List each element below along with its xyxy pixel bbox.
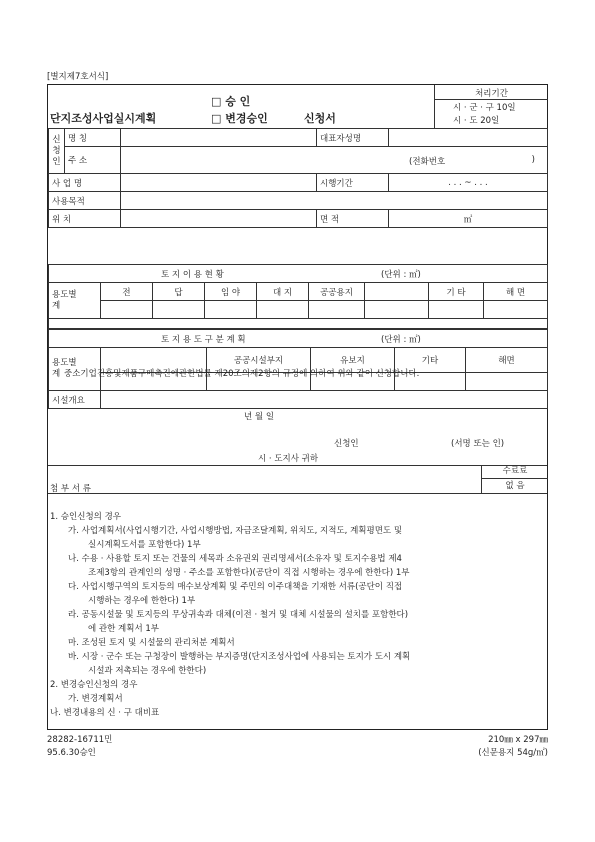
land-use-col-2: 임 야	[205, 283, 257, 301]
fee-value: 없 음	[505, 481, 525, 491]
form-title-suffix: 신청서	[304, 112, 336, 125]
land-use-col-0: 전	[101, 283, 153, 301]
attachment-line: 나. 변경내용의 신 · 구 대비표	[50, 708, 160, 718]
fee-label: 수료료	[482, 465, 548, 479]
land-plan-col-1: 공공시설부지	[207, 348, 311, 373]
attachments-label: 첨 부 서 류	[50, 484, 91, 494]
attachment-line: 가. 사업계획서(사업시행기간, 사업시행방법, 자금조달계획, 위치도, 지적도, 계획평면도 및	[68, 526, 403, 536]
divider	[48, 493, 547, 494]
spacer-row	[49, 319, 548, 329]
location-label: 위 치	[49, 210, 121, 228]
land-use-value[interactable]	[309, 301, 365, 319]
footer-paper-type: (신문용지 54g/㎡)	[478, 748, 548, 758]
attachment-line: 마. 조성된 토지 및 시설물의 관리처분 계획서	[68, 638, 235, 648]
addressee: 시 · 도지사 귀하	[258, 454, 319, 464]
land-use-title-row	[49, 265, 548, 283]
date-line[interactable]: 년 월 일	[244, 412, 275, 422]
attachment-line: 1. 승인신청의 경우	[50, 512, 121, 522]
attachment-line: 시행하는 경우에 한한다) 1부	[88, 596, 196, 606]
land-plan-row-header: 용도별 계	[49, 348, 101, 391]
land-plan-col-2: 유보지	[311, 348, 395, 373]
attachment-line: 바. 시장 · 군수 또는 구청장이 발행하는 부지증명(단지조성사업에 사용되는 토지가 도시 계획	[68, 652, 411, 662]
attachments-list	[50, 510, 544, 720]
applicant-sign-label: 신청인	[334, 439, 359, 449]
period-field[interactable]: . . . ~ . . .	[389, 174, 548, 192]
form-number-label: [별지제7호서식]	[47, 72, 109, 82]
land-use-col-1: 답	[153, 283, 205, 301]
phone-close: )	[531, 155, 535, 165]
purpose-label: 사용목적	[49, 192, 121, 210]
applicant-table	[48, 128, 548, 228]
area-label: 면 적	[317, 210, 389, 228]
purpose-field[interactable]	[121, 192, 548, 210]
land-use-value[interactable]	[484, 301, 548, 319]
land-use-col-5	[365, 283, 429, 301]
processing-period-box	[434, 85, 548, 129]
footer-paper-size: 210㎜ x 297㎜	[488, 735, 548, 745]
attachment-line: 다. 사업시행구역의 토지등의 매수보상계획 및 주민의 이주대책을 기재한 서류(공단이 직접	[68, 582, 403, 592]
land-use-value[interactable]	[205, 301, 257, 319]
land-use-value[interactable]	[365, 301, 429, 319]
declaration-text: 중소기업진흥및제품구매촉진에관한법률 제20조의제2항의 규정에 의하여 위와 같이 신청합니다.	[64, 369, 420, 379]
land-use-table	[48, 264, 548, 329]
representative-label: 대표자성명	[317, 129, 389, 147]
attachment-line: 라. 공동시설물 및 토지등의 무상귀속과 대체(이전 · 철거 및 대체 시설물의 설치를 포함한다)	[68, 610, 409, 620]
land-use-col-3: 대 지	[257, 283, 309, 301]
land-use-value[interactable]	[429, 301, 484, 319]
land-use-value[interactable]	[101, 301, 153, 319]
land-use-col-7: 해 면	[484, 283, 548, 301]
land-use-value[interactable]	[257, 301, 309, 319]
application-form	[47, 84, 548, 730]
name-field[interactable]	[121, 129, 317, 147]
land-use-col-4: 공공용지	[309, 283, 365, 301]
approval-checkbox-label[interactable]: □ 승 인	[211, 95, 251, 108]
location-field[interactable]	[121, 210, 317, 228]
period-label: 시행기간	[317, 174, 389, 192]
address-field[interactable]	[121, 147, 548, 174]
land-plan-col-4: 해면	[466, 348, 548, 373]
representative-field[interactable]	[389, 129, 548, 147]
attachment-line: 실시계획도서를 포함한다) 1부	[88, 540, 201, 550]
land-use-col-6: 기 타	[429, 283, 484, 301]
fee-box	[481, 465, 548, 493]
land-use-value[interactable]	[153, 301, 205, 319]
name-label: 명 칭	[65, 129, 121, 147]
attachment-line: 나. 수용 · 사용할 토지 또는 건물의 세목과 소유권외 권리명세서(소유자 및 토지수용법 제4	[68, 554, 402, 564]
attachment-line: 시설과 저촉되는 경우에 한한다)	[88, 666, 207, 676]
footer-approval-date: 95.6.30승인	[47, 748, 96, 758]
facility-label: 시설개요	[49, 391, 101, 409]
processing-period-province: 시 · 도 20일	[453, 116, 500, 126]
processing-period-city: 시 · 군 · 구 10일	[453, 103, 516, 113]
phone-label: (전화번호	[409, 157, 446, 167]
attachment-line: 2. 변경승인신청의 경우	[50, 680, 138, 690]
land-plan-unit: (단위 : ㎡)	[381, 335, 421, 345]
land-plan-col-3: 기타	[395, 348, 466, 373]
area-field[interactable]	[389, 210, 548, 228]
land-plan-title-row	[49, 330, 548, 348]
facility-field[interactable]	[101, 391, 548, 409]
land-use-row-header: 용도별 계	[49, 283, 101, 319]
attachment-line: 가. 변경계획서	[68, 694, 123, 704]
form-title: 단지조성사업실시계획	[50, 112, 157, 125]
applicant-group-label: 신 청 인	[49, 129, 65, 174]
change-approval-checkbox-label[interactable]: □ 변경승인	[211, 112, 268, 125]
footer-form-code: 28282-16711민	[47, 735, 113, 745]
address-label: 주 소	[65, 147, 121, 174]
processing-period-label: 처리기간	[435, 87, 548, 100]
attachment-line: 에 관한 계획서 1부	[88, 624, 159, 634]
sign-note: (서명 또는 인)	[451, 439, 505, 449]
title-block	[48, 85, 434, 129]
attachment-line: 조제3항의 관계인의 성명 · 주소를 포함한다)(공단이 직접 시행하는 경우에 한한다) 1부	[88, 568, 410, 578]
land-use-unit: (단위 : ㎡)	[381, 270, 421, 280]
land-use-title: 토 지 이 용 현 황	[161, 270, 224, 280]
land-plan-title: 토 지 용 도 구 분 계 획	[161, 335, 246, 345]
area-unit: ㎡	[463, 214, 473, 225]
project-name-label: 사 업 명	[49, 174, 121, 192]
divider	[48, 465, 547, 466]
project-name-field[interactable]	[121, 174, 317, 192]
